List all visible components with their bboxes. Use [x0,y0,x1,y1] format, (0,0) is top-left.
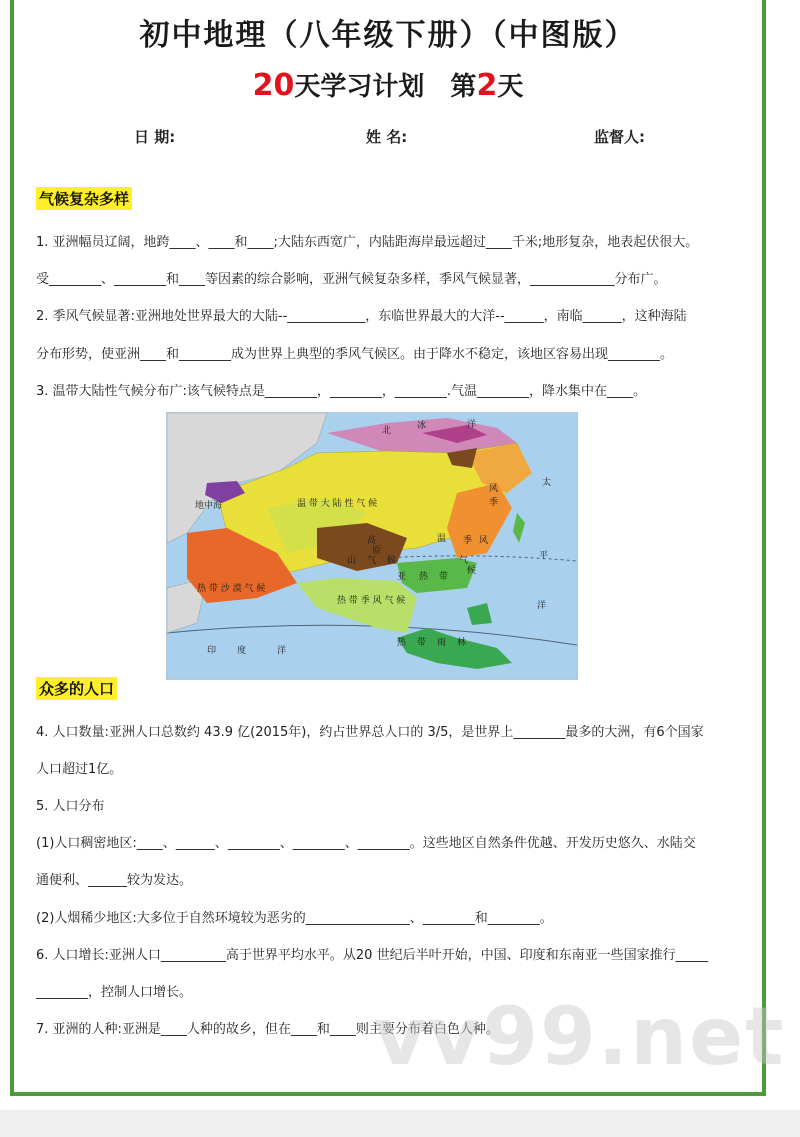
plan-number: 20 [252,68,295,103]
map-label: 温 带 大 陆 性 气 候 [297,499,378,509]
map-label: 温 [437,534,447,544]
map-label: 洋 [277,646,287,656]
map-label: 洋 [537,601,547,611]
text-line: 人口超过1亿。 [36,762,123,777]
text-line: 7. 亚洲的人种:亚洲是____人种的故乡，但在____和____则主要分布着白色人种。 [36,1022,499,1037]
map-label: 气 [367,556,377,566]
text-line: (2)人烟稀少地区:大多位于自然环境较为恶劣的________________、________和________。 [36,911,553,926]
text-line: 通便利、______较为发达。 [36,873,193,888]
map-label: 季 [463,536,473,546]
map-label: 高 [367,536,377,546]
text-line: 1. 亚洲幅员辽阔，地跨____、____和____;大陆东西宽广，内陆距海岸最远超过____千米;地形复杂，地表起伏很大。 [36,235,699,250]
watermark: vv99.net [374,990,786,1083]
map-label: 原 [372,546,382,556]
map-label: 山 [347,556,357,566]
text-line: (1)人口稠密地区:____、______、________、________、________。这些地区自然条件优越、开发历史悠久、水陆交 [36,836,696,851]
supervisor-label: 监督人: [594,128,645,146]
text-line: 分布形势，使亚洲____和________成为世界上典型的季风气候区。由于降水不稳定，该地区容易出现________。 [36,347,674,362]
worksheet-frame [10,0,786,1096]
day-number: 2 [476,68,498,103]
date-label: 日 期: [134,128,176,146]
map-label: 带 [439,572,449,582]
map-label: 热 [419,572,429,582]
text-line: 3. 温带大陆性气候分布广:该气候特点是________，________，________.气温________，降水集中在____。 [36,384,647,399]
day-suffix: 天 [497,72,524,102]
section-heading-population: 众多的人口 [36,677,117,700]
map-label: 太 [542,478,552,488]
asia-climate-map-svg [167,413,577,679]
map-label: 候 [387,556,397,566]
plan-text: 天学习计划 [294,72,425,102]
map-label: 热 [397,638,407,648]
text-line: 受________、________和____等因素的综合影响，亚洲气候复杂多样，季风气候显著，_____________分布广。 [36,272,667,287]
text-line: ________，控制人口增长。 [36,985,193,1000]
map-label: 平 [539,551,549,561]
name-label: 姓 名: [366,128,408,146]
map-label: 热 带 沙 漠 气 候 [197,584,266,594]
map-label: 季 [489,498,499,508]
page-subtitle [14,66,762,103]
day-prefix: 第 [450,72,477,102]
page-bottom-band [0,1110,800,1137]
map-label: 印 [207,646,217,656]
text-line: 2. 季风气候显著:亚洲地处世界最大的大陆--____________，东临世界最大的大洋--______，南临______，这种海陆 [36,309,687,324]
map-label: 冰 [417,421,427,431]
map-label: 亚 [397,572,407,582]
map-label: 地中海 [195,501,223,511]
map-label: 北 [382,426,392,436]
map-label: 洋 [467,420,477,430]
map-label: 度 [237,646,247,656]
text-line: 6. 人口增长:亚洲人口__________高于世界平均水平。从20 世纪后半叶开始，中国、印度和东南亚一些国家推行_____ [36,948,709,963]
text-line: 5. 人口分布 [36,799,105,814]
map-label: 热 带 季 风 气 候 [337,596,406,606]
map-label: 林 [457,638,467,648]
map-label: 风 [489,484,499,494]
asia-climate-map [166,412,578,680]
text-line: 4. 人口数量:亚洲人口总数约 43.9 亿(2015年)，约占世界总人口的 3/5，是世界上________最多的大洲，有6个国家 [36,725,704,740]
map-label: 候 [467,566,477,576]
section-heading-climate: 气候复杂多样 [36,187,132,210]
map-label: 带 [417,638,427,648]
page-title: 初中地理（八年级下册）（中图版） [139,18,637,53]
map-label: 风 [479,536,489,546]
map-label: 雨 [437,638,447,648]
map-label: 气 [459,556,469,566]
